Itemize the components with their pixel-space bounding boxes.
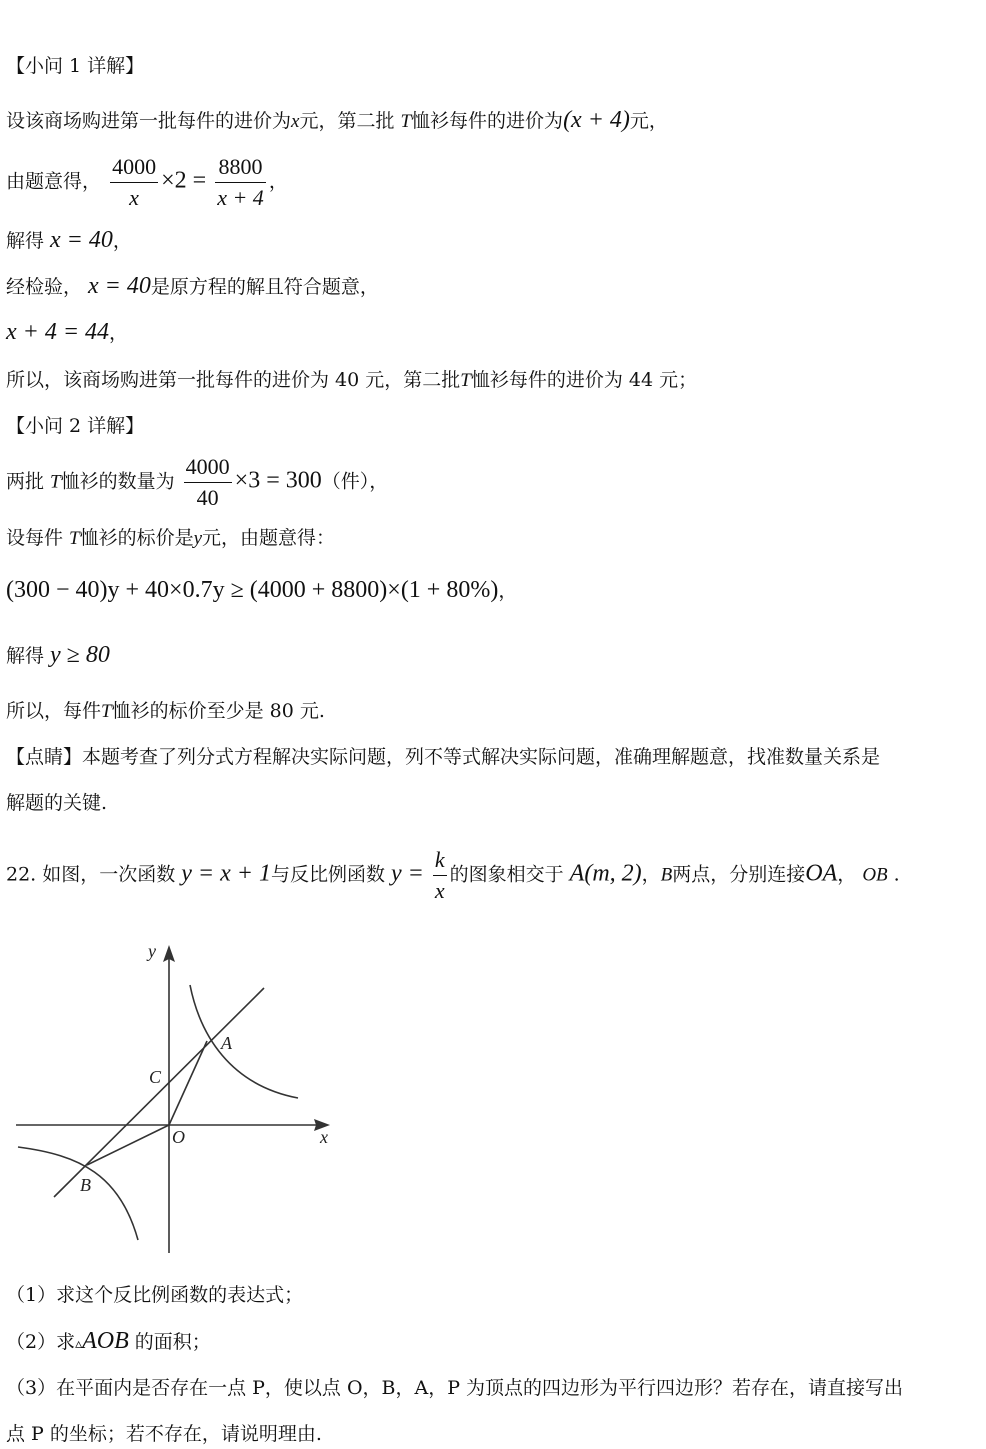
question-3-line1: （3）在平面内是否存在一点 P，使以点 O，B，A，P 为顶点的四边形为平行四边形？若存在，请直接写出 <box>6 1377 904 1399</box>
var-t: T <box>69 528 80 549</box>
denominator: x + 4 <box>217 185 264 210</box>
var-t: T <box>50 471 61 493</box>
segment-oa: OA <box>805 860 838 887</box>
point-a: A(m, 2) <box>569 860 642 887</box>
text: 所以，每件 <box>6 700 102 722</box>
text: 恤衫的标价是 <box>79 527 194 549</box>
section2-line4 <box>6 643 110 668</box>
text: 经检验， <box>6 276 83 298</box>
fraction-4000-over-x <box>110 155 158 210</box>
expr: ×3 = 300 <box>234 467 322 494</box>
point-b: B <box>660 864 673 886</box>
var-x: x <box>291 111 300 132</box>
text: 所以，该商场购进第一批每件的进价为 40 元，第二批 <box>6 369 461 391</box>
text: ， <box>268 170 288 193</box>
text: 由题意得， <box>6 170 102 193</box>
question-1: （1）求这个反比例函数的表达式； <box>6 1284 304 1306</box>
text: 恤衫的标价至少是 80 元. <box>111 700 325 722</box>
denominator: 40 <box>196 485 219 510</box>
expr: x = 40 <box>88 273 151 299</box>
segment-ob-line <box>87 1125 169 1165</box>
text: ， <box>837 863 857 886</box>
y-axis-label: y <box>148 941 156 961</box>
point-a-label: A <box>221 1033 232 1053</box>
section1-line3 <box>6 228 132 253</box>
x-axis-label: x <box>320 1127 328 1147</box>
section1-line5 <box>6 320 128 345</box>
triangle-icon: ▵ <box>75 1336 83 1352</box>
hyperbola-branch-third-quadrant <box>18 1147 138 1240</box>
section2-line2 <box>6 526 335 551</box>
question-3-line2: 点 P 的坐标；若不存在，请说明理由. <box>6 1423 322 1445</box>
text: （件）， <box>321 470 389 493</box>
text: 两批 <box>6 470 45 493</box>
expr-x-plus-4: (x + 4) <box>563 107 630 133</box>
comment-line2: 解题的关键. <box>6 792 108 814</box>
text: . <box>893 863 900 886</box>
denominator: x <box>434 878 445 903</box>
text: 元， <box>629 110 668 132</box>
section1-line6 <box>6 368 697 393</box>
text: 恤衫的数量为 <box>60 470 175 493</box>
triangle-aob: AOB <box>82 1328 129 1354</box>
text: 解得 <box>6 230 45 252</box>
text: 是原方程的解且符合题意， <box>150 276 379 298</box>
origin-label: O <box>172 1127 185 1147</box>
text: ， <box>109 322 129 344</box>
linear-function: y = x + 1 <box>181 860 271 887</box>
text: 设每件 <box>6 527 64 549</box>
problem22-statement <box>6 848 900 903</box>
section2-line1 <box>6 455 388 510</box>
fraction-4000-over-40 <box>184 455 232 510</box>
text: 恤衫每件的进价为 <box>411 110 564 132</box>
expr: x = 40 <box>50 227 113 253</box>
text: ， <box>641 863 661 886</box>
expr: y ≥ 80 <box>50 642 110 668</box>
numerator: 8800 <box>215 155 266 183</box>
section1-line4 <box>6 274 379 299</box>
var-y: y <box>193 528 203 549</box>
numerator: k <box>433 848 447 876</box>
text: 解得 <box>6 645 45 667</box>
text: 恤衫每件的进价为 44 元； <box>470 369 698 391</box>
text: 元，由题意得： <box>202 527 336 549</box>
segment-oa-line <box>169 1041 207 1125</box>
var-t: T <box>400 111 412 132</box>
section1-header: 【小问 1 详解】 <box>6 55 145 77</box>
var-t: T <box>460 370 471 391</box>
function-graph-figure <box>10 935 340 1260</box>
text: 与反比例函数 <box>270 863 385 886</box>
numerator: 4000 <box>184 455 232 483</box>
section2-line3 <box>6 578 517 603</box>
section1-line1 <box>6 108 668 134</box>
var-t: T <box>101 701 112 722</box>
text: ， <box>498 580 518 602</box>
inequality-expr: (300 − 40)y + 40×0.7y ≥ (4000 + 8800)×(1 + 80%) <box>6 577 499 603</box>
text: 的面积； <box>134 1331 211 1353</box>
comment-line1: 【点睛】本题考查了列分式方程解决实际问题，列不等式解决实际问题，准确理解题意，找准数量关系是 <box>6 746 881 768</box>
y-equals: y = <box>390 860 424 887</box>
text: 22. 如图，一次函数 <box>6 863 176 886</box>
section2-header: 【小问 2 详解】 <box>6 415 145 437</box>
text: 两点，分别连接 <box>672 863 806 886</box>
denominator: x <box>129 185 139 210</box>
point-b-label: B <box>80 1175 91 1195</box>
numerator: 4000 <box>110 155 158 183</box>
text: ， <box>112 230 132 252</box>
segment-ob: OB <box>862 864 888 886</box>
text: 的图象相交于 <box>449 863 564 886</box>
text: 元，第二批 <box>299 110 395 132</box>
text: 设该商场购进第一批每件的进价为 <box>6 110 292 132</box>
section1-line2 <box>6 155 288 210</box>
question-2 <box>6 1329 211 1356</box>
expr: x + 4 = 44 <box>6 319 110 345</box>
fraction-8800-over-x-plus-4 <box>215 155 266 210</box>
times-2-equals: ×2 = <box>161 167 207 194</box>
fraction-k-over-x <box>433 848 447 903</box>
text: （2）求 <box>6 1331 76 1353</box>
point-c-label: C <box>149 1067 162 1087</box>
section2-line5 <box>6 699 325 724</box>
